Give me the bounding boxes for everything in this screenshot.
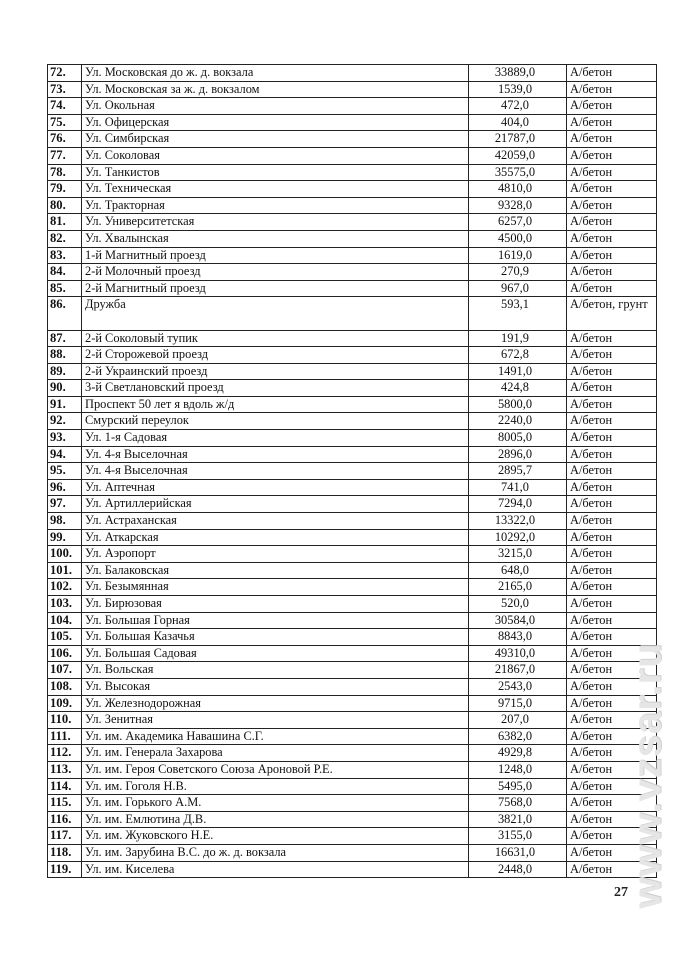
length-value: 10292,0 xyxy=(469,529,567,546)
row-number: 95. xyxy=(48,463,82,480)
street-name: Ул. Балаковская xyxy=(82,562,469,579)
length-value: 49310,0 xyxy=(469,645,567,662)
surface-type: А/бетон xyxy=(567,712,657,729)
surface-type: А/бетон xyxy=(567,98,657,115)
surface-type: А/бетон xyxy=(567,363,657,380)
street-name: Ул. Высокая xyxy=(82,678,469,695)
street-name: Ул. Большая Казачья xyxy=(82,629,469,646)
row-number: 97. xyxy=(48,496,82,513)
row-number: 110. xyxy=(48,712,82,729)
row-number: 92. xyxy=(48,413,82,430)
length-value: 21867,0 xyxy=(469,662,567,679)
row-number: 78. xyxy=(48,164,82,181)
street-name: Ул. Большая Горная xyxy=(82,612,469,629)
surface-type: А/бетон xyxy=(567,612,657,629)
table-row xyxy=(48,678,657,695)
row-number: 88. xyxy=(48,347,82,364)
surface-type: А/бетон xyxy=(567,396,657,413)
table-row xyxy=(48,446,657,463)
length-value: 8005,0 xyxy=(469,430,567,447)
row-number: 73. xyxy=(48,81,82,98)
row-number: 89. xyxy=(48,363,82,380)
table-row xyxy=(48,147,657,164)
length-value: 8843,0 xyxy=(469,629,567,646)
length-value: 13322,0 xyxy=(469,513,567,530)
row-number: 104. xyxy=(48,612,82,629)
street-name: Ул. им. Академика Навашина С.Г. xyxy=(82,728,469,745)
street-name: Ул. Офицерская xyxy=(82,114,469,131)
row-number: 86. xyxy=(48,297,82,330)
table-row xyxy=(48,828,657,845)
streets-table xyxy=(47,64,657,878)
surface-type: А/бетон xyxy=(567,761,657,778)
street-name: Ул. Железнодорожная xyxy=(82,695,469,712)
surface-type: А/бетон xyxy=(567,463,657,480)
street-name: Ул. Танкистов xyxy=(82,164,469,181)
row-number: 94. xyxy=(48,446,82,463)
table-body xyxy=(48,65,657,878)
length-value: 648,0 xyxy=(469,562,567,579)
street-name: Ул. Аэропорт xyxy=(82,546,469,563)
table-row xyxy=(48,65,657,82)
length-value: 35575,0 xyxy=(469,164,567,181)
surface-type: А/бетон xyxy=(567,446,657,463)
table-row xyxy=(48,181,657,198)
row-number: 96. xyxy=(48,479,82,496)
row-number: 103. xyxy=(48,596,82,613)
surface-type: А/бетон xyxy=(567,81,657,98)
street-name: 2-й Сторожевой проезд xyxy=(82,347,469,364)
length-value: 1539,0 xyxy=(469,81,567,98)
street-name: Ул. Большая Садовая xyxy=(82,645,469,662)
row-number: 82. xyxy=(48,230,82,247)
table-row xyxy=(48,430,657,447)
street-name: Ул. Университетская xyxy=(82,214,469,231)
street-name: Ул. Астраханская xyxy=(82,513,469,530)
length-value: 6257,0 xyxy=(469,214,567,231)
surface-type: А/бетон xyxy=(567,330,657,347)
table-row xyxy=(48,413,657,430)
street-name: 2-й Украинский проезд xyxy=(82,363,469,380)
length-value: 424,8 xyxy=(469,380,567,397)
table-row xyxy=(48,297,657,330)
row-number: 98. xyxy=(48,513,82,530)
length-value: 2895,7 xyxy=(469,463,567,480)
table-row xyxy=(48,861,657,878)
street-name: Ул. Бирюзовая xyxy=(82,596,469,613)
surface-type: А/бетон xyxy=(567,562,657,579)
surface-type: А/бетон xyxy=(567,662,657,679)
surface-type: А/бетон xyxy=(567,164,657,181)
row-number: 79. xyxy=(48,181,82,198)
table-row xyxy=(48,479,657,496)
length-value: 2543,0 xyxy=(469,678,567,695)
length-value: 741,0 xyxy=(469,479,567,496)
length-value: 191,9 xyxy=(469,330,567,347)
table-row xyxy=(48,662,657,679)
row-number: 87. xyxy=(48,330,82,347)
street-name: Проспект 50 лет я вдоль ж/д xyxy=(82,396,469,413)
length-value: 21787,0 xyxy=(469,131,567,148)
row-number: 119. xyxy=(48,861,82,878)
table-row xyxy=(48,695,657,712)
table-row xyxy=(48,98,657,115)
table-row xyxy=(48,529,657,546)
table-row xyxy=(48,712,657,729)
length-value: 593,1 xyxy=(469,297,567,330)
street-name: 1-й Магнитный проезд xyxy=(82,247,469,264)
row-number: 84. xyxy=(48,264,82,281)
row-number: 77. xyxy=(48,147,82,164)
street-name: 3-й Светлановский проезд xyxy=(82,380,469,397)
table-row xyxy=(48,463,657,480)
surface-type: А/бетон xyxy=(567,678,657,695)
length-value: 404,0 xyxy=(469,114,567,131)
length-value: 5800,0 xyxy=(469,396,567,413)
table-row xyxy=(48,230,657,247)
row-number: 72. xyxy=(48,65,82,82)
table-row xyxy=(48,114,657,131)
length-value: 3821,0 xyxy=(469,811,567,828)
length-value: 3215,0 xyxy=(469,546,567,563)
surface-type: А/бетон xyxy=(567,197,657,214)
watermark xyxy=(625,600,670,950)
street-name: Ул. Московская за ж. д. вокзалом xyxy=(82,81,469,98)
row-number: 83. xyxy=(48,247,82,264)
table-row xyxy=(48,81,657,98)
row-number: 113. xyxy=(48,761,82,778)
surface-type: А/бетон xyxy=(567,795,657,812)
row-number: 117. xyxy=(48,828,82,845)
length-value: 9328,0 xyxy=(469,197,567,214)
row-number: 106. xyxy=(48,645,82,662)
table-row xyxy=(48,330,657,347)
length-value: 1491,0 xyxy=(469,363,567,380)
table-row xyxy=(48,596,657,613)
table-row xyxy=(48,380,657,397)
street-name: Ул. 1-я Садовая xyxy=(82,430,469,447)
street-name: Ул. Техническая xyxy=(82,181,469,198)
length-value: 9715,0 xyxy=(469,695,567,712)
street-name: Ул. Вольская xyxy=(82,662,469,679)
length-value: 6382,0 xyxy=(469,728,567,745)
length-value: 5495,0 xyxy=(469,778,567,795)
street-name: Ул. Аптечная xyxy=(82,479,469,496)
table-row xyxy=(48,280,657,297)
table-row xyxy=(48,496,657,513)
table-row xyxy=(48,612,657,629)
table-row xyxy=(48,513,657,530)
street-name: 2-й Магнитный проезд xyxy=(82,280,469,297)
row-number: 90. xyxy=(48,380,82,397)
street-name: Ул. Соколовая xyxy=(82,147,469,164)
table-row xyxy=(48,264,657,281)
table-row xyxy=(48,645,657,662)
row-number: 75. xyxy=(48,114,82,131)
row-number: 112. xyxy=(48,745,82,762)
street-name: Ул. Симбирская xyxy=(82,131,469,148)
length-value: 207,0 xyxy=(469,712,567,729)
surface-type: А/бетон xyxy=(567,264,657,281)
street-name: Ул. Аткарская xyxy=(82,529,469,546)
surface-type: А/бетон xyxy=(567,695,657,712)
surface-type: А/бетон, грунт xyxy=(567,297,657,330)
row-number: 114. xyxy=(48,778,82,795)
surface-type: А/бетон xyxy=(567,844,657,861)
length-value: 1248,0 xyxy=(469,761,567,778)
length-value: 520,0 xyxy=(469,596,567,613)
length-value: 270,9 xyxy=(469,264,567,281)
surface-type: А/бетон xyxy=(567,413,657,430)
surface-type: А/бетон xyxy=(567,247,657,264)
street-name: Ул. Тракторная xyxy=(82,197,469,214)
table-row xyxy=(48,728,657,745)
page-number: 27 xyxy=(614,885,628,900)
street-name: Ул. им. Героя Советского Союза Ароновой Р.Е. xyxy=(82,761,469,778)
length-value: 4500,0 xyxy=(469,230,567,247)
length-value: 2240,0 xyxy=(469,413,567,430)
surface-type: А/бетон xyxy=(567,728,657,745)
street-name: Ул. им. Емлютина Д.В. xyxy=(82,811,469,828)
length-value: 2448,0 xyxy=(469,861,567,878)
table-row xyxy=(48,844,657,861)
length-value: 7568,0 xyxy=(469,795,567,812)
table-row xyxy=(48,811,657,828)
row-number: 74. xyxy=(48,98,82,115)
row-number: 81. xyxy=(48,214,82,231)
table-row xyxy=(48,795,657,812)
row-number: 111. xyxy=(48,728,82,745)
street-name: Ул. Хвалынская xyxy=(82,230,469,247)
table-row xyxy=(48,579,657,596)
table-row xyxy=(48,629,657,646)
length-value: 967,0 xyxy=(469,280,567,297)
surface-type: А/бетон xyxy=(567,214,657,231)
row-number: 102. xyxy=(48,579,82,596)
row-number: 108. xyxy=(48,678,82,695)
table-row xyxy=(48,745,657,762)
table-row xyxy=(48,197,657,214)
surface-type: А/бетон xyxy=(567,828,657,845)
row-number: 76. xyxy=(48,131,82,148)
table-row xyxy=(48,396,657,413)
surface-type: А/бетон xyxy=(567,114,657,131)
length-value: 1619,0 xyxy=(469,247,567,264)
surface-type: А/бетон xyxy=(567,811,657,828)
surface-type: А/бетон xyxy=(567,430,657,447)
surface-type: А/бетон xyxy=(567,778,657,795)
table-row xyxy=(48,247,657,264)
table-row xyxy=(48,164,657,181)
length-value: 30584,0 xyxy=(469,612,567,629)
table-row xyxy=(48,131,657,148)
row-number: 91. xyxy=(48,396,82,413)
length-value: 472,0 xyxy=(469,98,567,115)
street-name: 2-й Соколовый тупик xyxy=(82,330,469,347)
surface-type: А/бетон xyxy=(567,131,657,148)
surface-type: А/бетон xyxy=(567,347,657,364)
surface-type: А/бетон xyxy=(567,579,657,596)
row-number: 105. xyxy=(48,629,82,646)
street-name: Ул. им. Гоголя Н.В. xyxy=(82,778,469,795)
street-name: Ул. 4-я Выселочная xyxy=(82,446,469,463)
table-row xyxy=(48,546,657,563)
length-value: 672,8 xyxy=(469,347,567,364)
length-value: 2165,0 xyxy=(469,579,567,596)
street-name: Дружба xyxy=(82,297,469,330)
row-number: 80. xyxy=(48,197,82,214)
length-value: 33889,0 xyxy=(469,65,567,82)
surface-type: А/бетон xyxy=(567,745,657,762)
row-number: 101. xyxy=(48,562,82,579)
street-name: Ул. Окольная xyxy=(82,98,469,115)
street-name: 2-й Молочный проезд xyxy=(82,264,469,281)
length-value: 4929,8 xyxy=(469,745,567,762)
surface-type: А/бетон xyxy=(567,280,657,297)
table-row xyxy=(48,214,657,231)
row-number: 109. xyxy=(48,695,82,712)
surface-type: А/бетон xyxy=(567,496,657,513)
street-name: Ул. Безымянная xyxy=(82,579,469,596)
row-number: 115. xyxy=(48,795,82,812)
length-value: 42059,0 xyxy=(469,147,567,164)
street-name: Ул. им. Горького А.М. xyxy=(82,795,469,812)
surface-type: А/бетон xyxy=(567,596,657,613)
row-number: 93. xyxy=(48,430,82,447)
watermark-text: www.vzsar.ru xyxy=(625,641,670,909)
length-value: 4810,0 xyxy=(469,181,567,198)
street-name: Ул. им. Генерала Захарова xyxy=(82,745,469,762)
street-name: Ул. им. Киселева xyxy=(82,861,469,878)
length-value: 2896,0 xyxy=(469,446,567,463)
table-row xyxy=(48,363,657,380)
row-number: 118. xyxy=(48,844,82,861)
surface-type: А/бетон xyxy=(567,147,657,164)
row-number: 85. xyxy=(48,280,82,297)
surface-type: А/бетон xyxy=(567,546,657,563)
street-name: Ул. Зенитная xyxy=(82,712,469,729)
street-name: Ул. им. Зарубина В.С. до ж. д. вокзала xyxy=(82,844,469,861)
surface-type: А/бетон xyxy=(567,513,657,530)
street-name: Ул. Московская до ж. д. вокзала xyxy=(82,65,469,82)
row-number: 100. xyxy=(48,546,82,563)
row-number: 99. xyxy=(48,529,82,546)
surface-type: А/бетон xyxy=(567,645,657,662)
street-name: Смурский переулок xyxy=(82,413,469,430)
surface-type: А/бетон xyxy=(567,529,657,546)
street-name: Ул. им. Жуковского Н.Е. xyxy=(82,828,469,845)
surface-type: А/бетон xyxy=(567,181,657,198)
table-row xyxy=(48,347,657,364)
surface-type: А/бетон xyxy=(567,861,657,878)
row-number: 116. xyxy=(48,811,82,828)
street-name: Ул. Артиллерийская xyxy=(82,496,469,513)
table-row xyxy=(48,562,657,579)
surface-type: А/бетон xyxy=(567,230,657,247)
length-value: 7294,0 xyxy=(469,496,567,513)
surface-type: А/бетон xyxy=(567,380,657,397)
length-value: 3155,0 xyxy=(469,828,567,845)
surface-type: А/бетон xyxy=(567,65,657,82)
surface-type: А/бетон xyxy=(567,479,657,496)
surface-type: А/бетон xyxy=(567,629,657,646)
table-row xyxy=(48,761,657,778)
table-row xyxy=(48,778,657,795)
row-number: 107. xyxy=(48,662,82,679)
street-name: Ул. 4-я Выселочная xyxy=(82,463,469,480)
length-value: 16631,0 xyxy=(469,844,567,861)
